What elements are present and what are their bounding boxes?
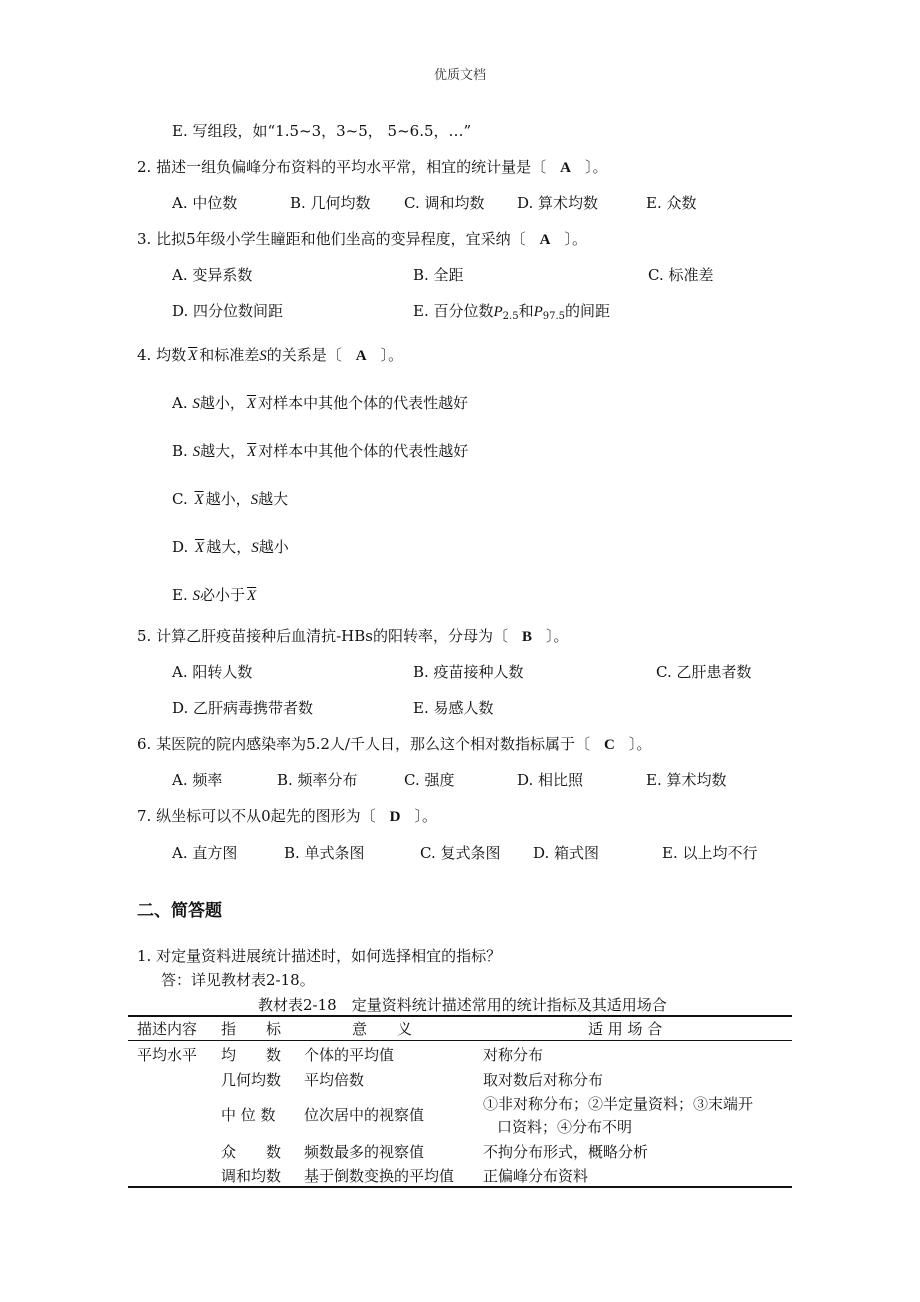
q4-stem-text: 4. 均数: [137, 346, 187, 364]
q4-stem-rel: 的关系是〔: [266, 346, 342, 364]
q4-option-c: [172, 489, 288, 510]
q5-stem: [137, 626, 568, 647]
q4-d-s: S: [251, 540, 259, 556]
table-row-2-meaning: 平均倍数: [304, 1071, 365, 1089]
q4-option-d: [172, 537, 289, 558]
table-row-5-indicator: 调和均数: [221, 1167, 282, 1185]
q2-option-a: A. 中位数: [172, 194, 238, 212]
q5-option-e: E. 易感人数: [413, 699, 494, 717]
q4-a-text2: 对样本中其他个体的代表性越好: [258, 394, 469, 412]
q6-option-c: C. 强度: [404, 771, 455, 789]
table-row-5-meaning: 基于倒数变换的平均值: [304, 1167, 455, 1185]
table-row-1-usage: 对称分布: [483, 1046, 544, 1064]
q7-stem-text: 7. 纵坐标可以不从0起先的图形为〔: [137, 807, 376, 825]
q5-option-a: A. 阳转人数: [172, 663, 253, 681]
q6-stem-end: 〕。: [628, 735, 652, 753]
q4-stem-end: 〕。: [380, 346, 404, 364]
q3-answer: A: [539, 232, 551, 248]
q6-stem: [137, 734, 651, 755]
table-row-1-meaning: 个体的平均值: [304, 1046, 395, 1064]
table-row-5-usage: 正偏峰分布资料: [483, 1167, 589, 1185]
q4-stem: [137, 345, 403, 366]
q4-option-b: [172, 441, 468, 462]
table-row-2-indicator: 几何均数: [221, 1071, 282, 1089]
q3-e-suffix: 的间距: [565, 302, 611, 320]
q3-option-e: [413, 301, 610, 327]
q6-option-b: B. 频率分布: [277, 771, 358, 789]
q4-answer: A: [355, 348, 367, 364]
q4-stem-mid: 和标准差: [199, 346, 260, 364]
q2-option-c: C. 调和均数: [404, 194, 485, 212]
q3-e-sub1: 2.5: [502, 311, 519, 322]
q2-option-d: D. 算术均数: [517, 194, 599, 212]
q4-b-text2: 对样本中其他个体的代表性越好: [258, 442, 469, 460]
q6-option-d: D. 相比照: [517, 771, 584, 789]
table-row-3-indicator: 中 位 数: [221, 1106, 276, 1124]
table-group-label: 平均水平: [137, 1046, 198, 1064]
q4-xbar: $\overline{X}$: [188, 348, 198, 364]
table-row-3-usage-line1: ①非对称分布；②半定量资料；③末端开: [483, 1095, 754, 1113]
q4-option-a: [172, 393, 468, 414]
q4-c-text2: 越大: [258, 490, 289, 508]
q4-e-text: 必小于: [200, 586, 246, 604]
q3-stem-end: 〕。: [564, 230, 587, 248]
q5-option-c: C. 乙肝患者数: [656, 663, 752, 681]
q6-answer: C: [604, 737, 615, 753]
q4-s: S: [259, 348, 267, 364]
q4-d-xbar: $\overline{X}$: [195, 540, 205, 556]
q4-e-s: S: [192, 588, 200, 604]
table-bottom-rule: [128, 1186, 792, 1188]
table-row-2-usage: 取对数后对称分布: [483, 1071, 604, 1089]
q3-e-prefix: E. 百分位数: [413, 302, 494, 320]
table-caption: 教材表2-18 定量资料统计描述常用的统计指标及其适用场合: [258, 996, 667, 1014]
q2-option-b: B. 几何均数: [290, 194, 371, 212]
section-title: 二、简答题: [137, 901, 222, 921]
q3-option-b: B. 全距: [413, 266, 464, 284]
q7-option-e: E. 以上均不行: [662, 844, 758, 862]
q4-b-label: B.: [172, 442, 193, 460]
q2-stem-end: 〕。: [584, 158, 608, 176]
q4-option-e: [172, 585, 258, 606]
q4-c-label: C.: [172, 490, 193, 508]
q3-stem: [137, 229, 587, 250]
q3-stem-text: 3. 比拟5年级小学生瞳距和他们坐高的变异程度，宜采纳〔: [137, 230, 526, 248]
short-q1-answer: 答：详见教材表2-18。: [161, 971, 315, 989]
q4-b-text1: 越大，: [200, 442, 246, 460]
q4-d-text1: 越大，: [206, 538, 252, 556]
q4-c-xbar: $\overline{X}$: [194, 492, 204, 508]
q7-option-b: B. 单式条图: [284, 844, 365, 862]
q3-option-a: A. 变异系数: [172, 266, 253, 284]
q3-option-c: C. 标准差: [648, 266, 714, 284]
q3-e-p2: P: [533, 304, 543, 320]
q2-stem: [137, 157, 607, 178]
q6-option-a: A. 频率: [172, 771, 223, 789]
table-header-indicator: 指 标: [221, 1020, 282, 1038]
table-row-4-meaning: 频数最多的视察值: [304, 1143, 425, 1161]
q7-option-d: D. 箱式图: [533, 844, 600, 862]
q5-stem-text: 5. 计算乙肝疫苗接种后血清抗-HBs的阳转率，分母为〔: [137, 627, 508, 645]
table-header-content: 描述内容: [137, 1020, 198, 1038]
table-top-rule: [128, 1015, 792, 1017]
q2-option-e: E. 众数: [646, 194, 697, 212]
q4-b-s: S: [192, 444, 201, 460]
q2-answer: A: [560, 160, 571, 176]
q4-c-s: S: [250, 492, 259, 508]
q4-d-label: D.: [172, 538, 194, 556]
q7-stem: [137, 806, 437, 827]
short-q1-question: 1. 对定量资料进展统计描述时，如何选择相宜的指标？: [137, 947, 502, 965]
q5-option-b: B. 疫苗接种人数: [413, 663, 524, 681]
q5-option-d: D. 乙肝病毒携带者数: [172, 699, 314, 717]
q6-stem-text: 6. 某医院的院内感染率为5.2人/千人日，那么这个相对数指标属于〔: [137, 735, 590, 753]
table-row-1-indicator: 均 数: [221, 1046, 282, 1064]
table-row-4-indicator: 众 数: [221, 1143, 282, 1161]
q4-d-text2: 越小: [258, 538, 289, 556]
q4-e-label: E.: [172, 586, 193, 604]
q7-answer: D: [389, 809, 401, 825]
q3-e-and: 和: [518, 302, 534, 320]
q4-b-xbar: $\overline{X}$: [247, 444, 257, 460]
q5-stem-end: 〕。: [545, 627, 569, 645]
table-header-usage: 适 用 场 合: [588, 1020, 663, 1038]
q7-option-a: A. 直方图: [172, 844, 238, 862]
q4-e-xbar: $\overline{X}$: [247, 588, 257, 604]
table-header-meaning: 意 义: [352, 1020, 413, 1038]
q3-e-sub2: 97.5: [542, 311, 566, 322]
q2-stem-text: 2. 描述一组负偏峰分布资料的平均水平常，相宜的统计量是〔: [137, 158, 547, 176]
table-row-3-usage-line2: 口资料；④分布不明: [497, 1118, 633, 1136]
table-row-3-meaning: 位次居中的视察值: [304, 1106, 425, 1124]
page-header: 优质文档: [433, 68, 486, 83]
q4-a-s: S: [192, 396, 200, 412]
q5-answer: B: [521, 629, 532, 645]
q4-a-text1: 越小，: [199, 394, 245, 412]
q7-stem-end: 〕。: [414, 807, 437, 825]
q4-a-xbar: $\overline{X}$: [246, 396, 257, 412]
table-row-4-usage: 不拘分布形式，概略分析: [483, 1143, 649, 1161]
q1-option-e: E. 写组段，如“1.5~3，3~5， 5~6.5，…”: [172, 122, 472, 140]
q4-c-text1: 越小，: [205, 490, 251, 508]
q4-a-label: A.: [172, 394, 193, 412]
q7-option-c: C. 复式条图: [420, 844, 501, 862]
q6-option-e: E. 算术均数: [646, 771, 727, 789]
q3-e-p1: P: [493, 304, 503, 320]
q3-option-d: D. 四分位数间距: [172, 302, 284, 320]
table-header-rule: [128, 1040, 792, 1041]
